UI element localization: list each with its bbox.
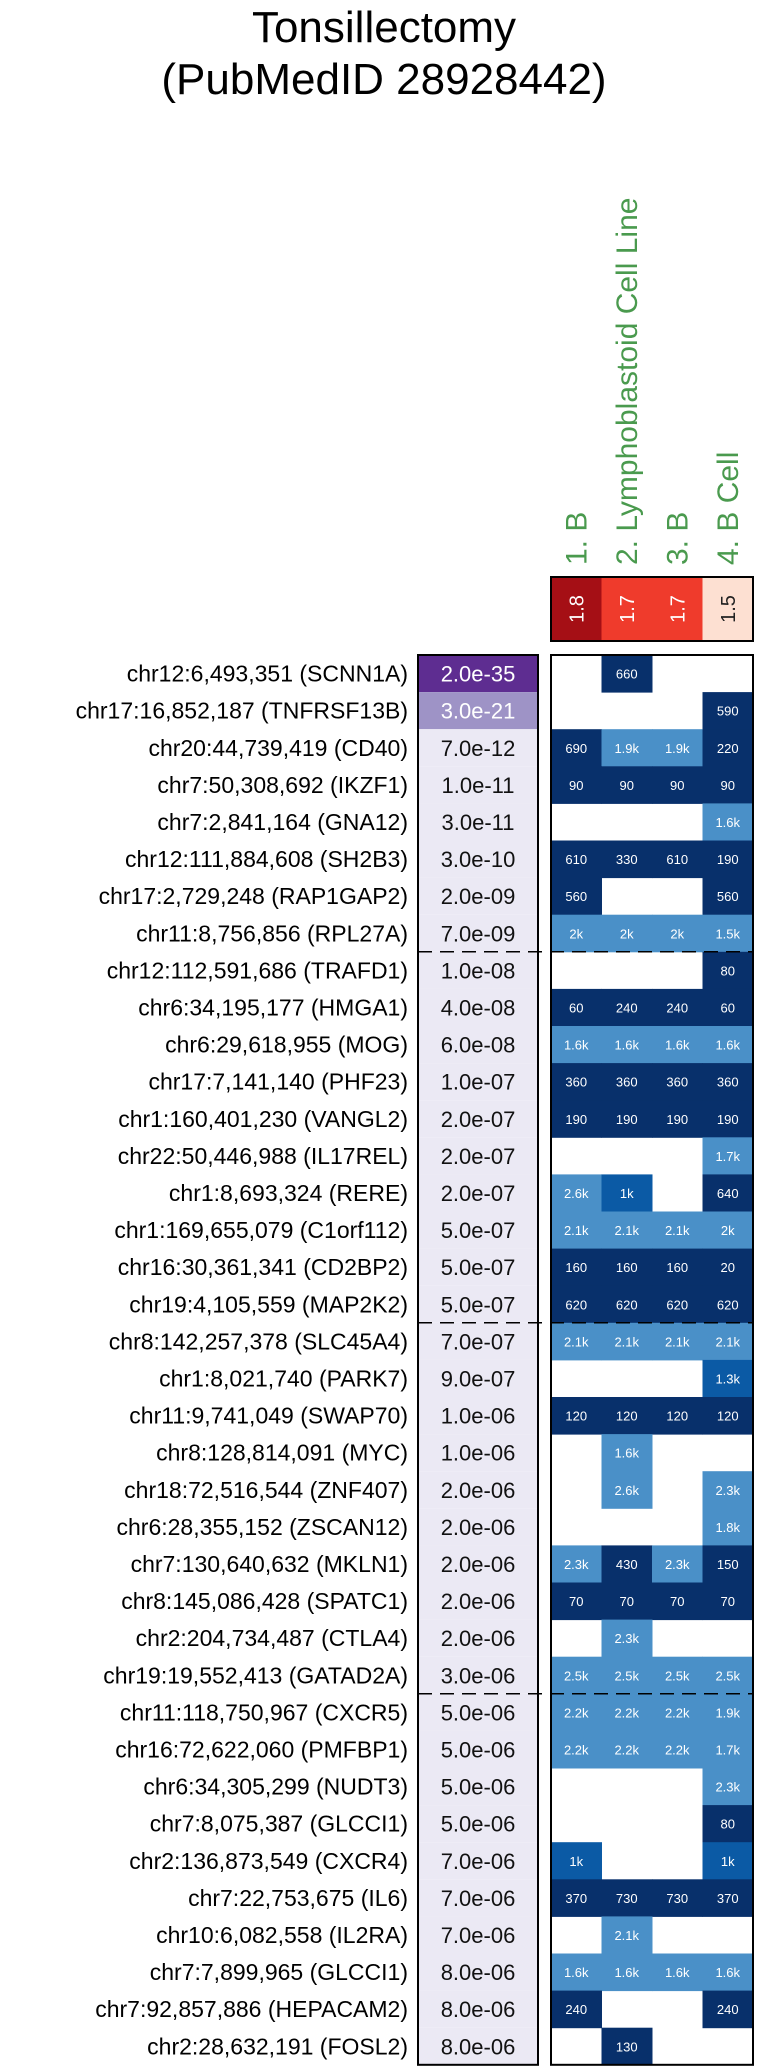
heat-cell-label: 2.3k [664,1556,690,1572]
heat-cell-label: 220 [716,740,739,756]
pvalue-label: 1.0e-06 [440,1440,516,1466]
row-label: chr12:112,591,686 (TRAFD1) [106,957,408,984]
heat-cell-label: 2.5k [664,1668,690,1684]
heat-cell-label: 370 [565,1890,588,1906]
row-label: chr8:128,814,091 (MYC) [156,1439,408,1466]
heat-cell-label: 2.1k [614,1223,640,1239]
row-label: chr17:7,141,140 (PHF23) [148,1068,408,1095]
pvalue-label: 2.0e-06 [440,1514,516,1540]
row-label: chr10:6,082,558 (IL2RA) [156,1921,408,1948]
row-label: chr11:9,741,049 (SWAP70) [129,1402,408,1429]
pvalue-label: 2.0e-09 [440,884,516,910]
heatmap-grid [551,655,754,2065]
heat-cell-label: 120 [565,1408,588,1424]
title-line-2: (PubMedID 28928442) [161,55,607,104]
pvalue-label: 8.0e-06 [440,1960,516,1986]
pvalue-label: 7.0e-12 [440,735,516,761]
pvalue-label: 7.0e-09 [440,921,516,947]
pvalue-label: 5.0e-06 [440,1700,516,1726]
heat-cell-label: 620 [716,1297,739,1313]
pvalue-label: 2.0e-06 [440,1589,516,1615]
pvalue-label: 7.0e-07 [440,1329,516,1355]
heat-cell-label: 2.2k [563,1705,589,1721]
row-label: chr16:30,361,341 (CD2BP2) [117,1254,408,1281]
heat-cell-label: 1.6k [664,1037,690,1053]
heat-cell-label: 2.1k [664,1223,690,1239]
heat-cell-label: 2.1k [715,1334,741,1350]
pvalue-label: 3.0e-21 [440,698,516,724]
pvalue-label: 6.0e-08 [440,1032,516,1058]
pvalue-label: 8.0e-06 [440,2034,516,2060]
heat-cell-label: 2k [720,1223,735,1239]
pvalue-label: 7.0e-06 [440,1922,516,1948]
heat-cell-label: 1k [569,1853,584,1869]
score-label-1: 1.8 [566,595,589,623]
heat-cell-label: 80 [720,1816,735,1832]
row-label: chr11:8,756,856 (RPL27A) [136,920,408,947]
heat-cell-label: 1.6k [614,1445,640,1461]
heat-cell-label: 2.1k [563,1223,589,1239]
heat-cell-label: 2.6k [614,1482,640,1498]
heat-cell-label: 1k [619,1185,634,1201]
pvalue-label: 3.0e-06 [440,1663,516,1689]
heat-cell-label: 1.7k [715,1742,741,1758]
heat-cell-label: 70 [619,1594,634,1610]
row-label: chr7:2,841,164 (GNA12) [157,808,408,835]
heat-cell-label: 660 [615,666,638,682]
heat-cell-label: 1.8k [715,1519,741,1535]
heat-cell-label: 120 [716,1408,739,1424]
column-title-4: 4. B Cell [711,451,745,565]
row-label: chr17:16,852,187 (TNFRSF13B) [75,697,408,724]
heat-cell-label: 2.2k [614,1742,640,1758]
pvalue-label: 5.0e-06 [440,1774,516,1800]
heat-cell-label: 1.9k [715,1705,741,1721]
pvalue-label: 4.0e-08 [440,995,516,1021]
heat-cell-label: 190 [716,852,739,868]
heat-cell-label: 360 [666,1074,689,1090]
heat-cell-label: 120 [666,1408,689,1424]
pvalue-label: 3.0e-11 [441,809,515,835]
heat-cell-label: 2k [619,926,634,942]
row-label: chr1:169,655,079 (C1orf112) [114,1217,408,1244]
row-label: chr6:34,195,177 (HMGA1) [138,994,408,1021]
heat-cell-label: 2.1k [614,1927,640,1943]
row-label: chr19:4,105,559 (MAP2K2) [129,1291,408,1318]
row-label: chr1:160,401,230 (VANGL2) [118,1105,408,1132]
heat-cell-label: 240 [565,2002,588,2018]
heat-cell-label: 90 [619,777,634,793]
heat-cell-label: 1.6k [715,1965,741,1981]
heat-cell-label: 160 [565,1260,588,1276]
heat-cell-label: 430 [615,1556,638,1572]
heat-cell-label: 2k [569,926,584,942]
pvalue-label: 5.0e-06 [440,1737,516,1763]
heat-cell-label: 610 [666,852,689,868]
heat-cell-label: 240 [716,2002,739,2018]
pvalue-label: 1.0e-11 [441,772,515,798]
row-label: chr16:72,622,060 (PMFBP1) [115,1736,408,1763]
heat-cell-label: 1.9k [664,740,690,756]
heat-cell-label: 190 [716,1111,739,1127]
heat-cell-label: 2.3k [563,1556,589,1572]
heat-cell-label: 2.1k [664,1334,690,1350]
heat-cell-label: 2.1k [614,1334,640,1350]
heat-cell-label: 90 [720,777,735,793]
row-label: chr22:50,446,988 (IL17REL) [117,1142,408,1169]
pvalue-column [418,655,538,2065]
row-label: chr6:28,355,152 (ZSCAN12) [116,1513,408,1540]
heat-cell-label: 1.6k [614,1037,640,1053]
row-label: chr1:8,693,324 (RERE) [168,1179,408,1206]
column-title-1: 1. B [560,511,594,565]
pvalue-label: 2.0e-06 [440,1626,516,1652]
heat-cell-label: 2.3k [715,1779,741,1795]
heat-cell-label: 20 [720,1260,735,1276]
row-label: chr1:8,021,740 (PARK7) [159,1365,408,1392]
pvalue-label: 2.0e-07 [440,1180,516,1206]
heat-cell-label: 620 [615,1297,638,1313]
heat-cell-label: 640 [716,1185,739,1201]
heat-cell-label: 130 [615,2039,638,2055]
heat-cell-label: 330 [615,852,638,868]
heat-cell-label: 90 [670,777,685,793]
heat-cell-label: 1.6k [563,1037,589,1053]
heat-cell-label: 1.7k [715,1148,741,1164]
heat-cell-label: 240 [666,1000,689,1016]
heat-cell-label: 2.2k [614,1705,640,1721]
row-label: chr2:204,734,487 (CTLA4) [135,1625,408,1652]
pvalue-label: 9.0e-07 [440,1366,516,1392]
score-label-3: 1.7 [667,595,690,623]
title-line-1: Tonsillectomy [251,3,517,52]
heat-cell-label: 1.9k [614,740,640,756]
pvalue-label: 2.0e-07 [440,1106,516,1132]
heat-cell-label: 2.5k [614,1668,640,1684]
row-label: chr6:29,618,955 (MOG) [165,1031,408,1058]
heat-cell-label: 70 [720,1594,735,1610]
heat-cell-label: 610 [565,852,588,868]
row-label: chr7:8,075,387 (GLCCI1) [149,1810,408,1837]
heat-cell-label: 360 [716,1074,739,1090]
row-label: chr8:142,257,378 (SLC45A4) [108,1328,408,1355]
row-label: chr20:44,739,419 (CD40) [148,734,408,761]
row-label: chr2:136,873,549 (CXCR4) [129,1847,408,1874]
pvalue-label: 1.0e-08 [440,958,516,984]
heat-cell-label: 2.1k [563,1334,589,1350]
heat-cell-label: 2.3k [614,1631,640,1647]
score-label-2: 1.7 [616,595,639,623]
pvalue-label: 2.0e-06 [440,1477,516,1503]
row-label: chr7:7,899,965 (GLCCI1) [149,1959,408,1986]
pvalue-label: 2.0e-07 [440,1143,516,1169]
heat-cell-label: 190 [615,1111,638,1127]
heat-cell-label: 620 [565,1297,588,1313]
heat-cell-label: 240 [615,1000,638,1016]
pvalue-label: 8.0e-06 [440,1997,516,2023]
row-label: chr7:92,857,886 (HEPACAM2) [95,1996,408,2023]
heat-cell-label: 60 [569,1000,584,1016]
heat-cell-label: 70 [670,1594,685,1610]
row-label: chr19:19,552,413 (GATAD2A) [103,1662,408,1689]
row-label: chr11:118,750,967 (CXCR5) [119,1699,408,1726]
heat-cell-label: 80 [720,963,735,979]
heat-cell-label: 1.6k [614,1965,640,1981]
heat-cell-label: 70 [569,1594,584,1610]
heat-cell-label: 360 [565,1074,588,1090]
heat-cell-label: 1k [720,1853,735,1869]
column-titles [560,198,745,565]
heat-cell-label: 2k [670,926,685,942]
row-label: chr2:28,632,191 (FOSL2) [147,2033,408,2060]
heat-cell-label: 2.5k [715,1668,741,1684]
row-labels [76,661,408,2060]
heat-cell-label: 90 [569,777,584,793]
pvalue-label: 1.0e-06 [440,1403,516,1429]
heat-cell-label: 160 [615,1260,638,1276]
row-label: chr6:34,305,299 (NUDT3) [143,1773,408,1800]
pvalue-label: 5.0e-07 [440,1255,516,1281]
heat-cell-label: 590 [716,703,739,719]
heat-cell-label: 190 [666,1111,689,1127]
heat-cell-label: 1.3k [715,1371,741,1387]
row-label: chr17:2,729,248 (RAP1GAP2) [98,883,408,910]
heat-cell-label: 2.2k [664,1705,690,1721]
heat-cell-label: 2.5k [563,1668,589,1684]
row-label: chr12:111,884,608 (SH2B3) [125,846,408,873]
heat-cell-label: 2.2k [563,1742,589,1758]
heat-cell-label: 360 [615,1074,638,1090]
column-score-row [551,577,753,641]
heat-cell-label: 1.6k [715,1037,741,1053]
pvalue-label: 5.0e-07 [440,1218,516,1244]
heat-cell-label: 120 [615,1408,638,1424]
heat-cell-label: 1.6k [563,1965,589,1981]
heat-cell-label: 2.2k [664,1742,690,1758]
pvalue-label: 5.0e-06 [440,1811,516,1837]
heat-cell-label: 2.3k [715,1482,741,1498]
heat-cell-label: 160 [666,1260,689,1276]
row-label: chr7:50,308,692 (IKZF1) [157,771,408,798]
pvalue-label: 2.0e-06 [440,1551,516,1577]
heat-cell-label: 190 [565,1111,588,1127]
heat-cell-label: 2.6k [563,1185,589,1201]
heat-cell-label: 730 [615,1890,638,1906]
pvalue-label: 5.0e-07 [440,1292,516,1318]
heat-cell-label: 1.6k [664,1965,690,1981]
pvalue-label: 3.0e-10 [440,847,516,873]
pvalue-label: 1.0e-07 [440,1069,516,1095]
score-label-4: 1.5 [717,595,740,623]
row-label: chr18:72,516,544 (ZNF407) [124,1476,408,1503]
heat-cell-label: 60 [720,1000,735,1016]
heat-cell-label: 370 [716,1890,739,1906]
heat-cell-label: 150 [716,1556,739,1572]
heat-cell-label: 560 [716,889,739,905]
row-label: chr7:130,640,632 (MKLN1) [130,1550,408,1577]
pvalue-label: 2.0e-35 [440,661,516,687]
row-label: chr7:22,753,675 (IL6) [188,1884,408,1911]
row-label: chr8:145,086,428 (SPATC1) [121,1588,408,1615]
row-label: chr12:6,493,351 (SCNN1A) [126,660,408,687]
heat-cell-label: 690 [565,740,588,756]
column-title-3: 3. B [661,511,695,565]
heat-cell-label: 1.6k [715,814,741,830]
heat-cell-label: 560 [565,889,588,905]
pvalue-label: 7.0e-06 [440,1848,516,1874]
column-title-2: 2. Lymphoblastoid Cell Line [610,197,644,565]
pvalue-label: 7.0e-06 [440,1885,516,1911]
heat-cell-label: 620 [666,1297,689,1313]
heat-cell-label: 1.5k [715,926,741,942]
heat-cell-label: 730 [666,1890,689,1906]
